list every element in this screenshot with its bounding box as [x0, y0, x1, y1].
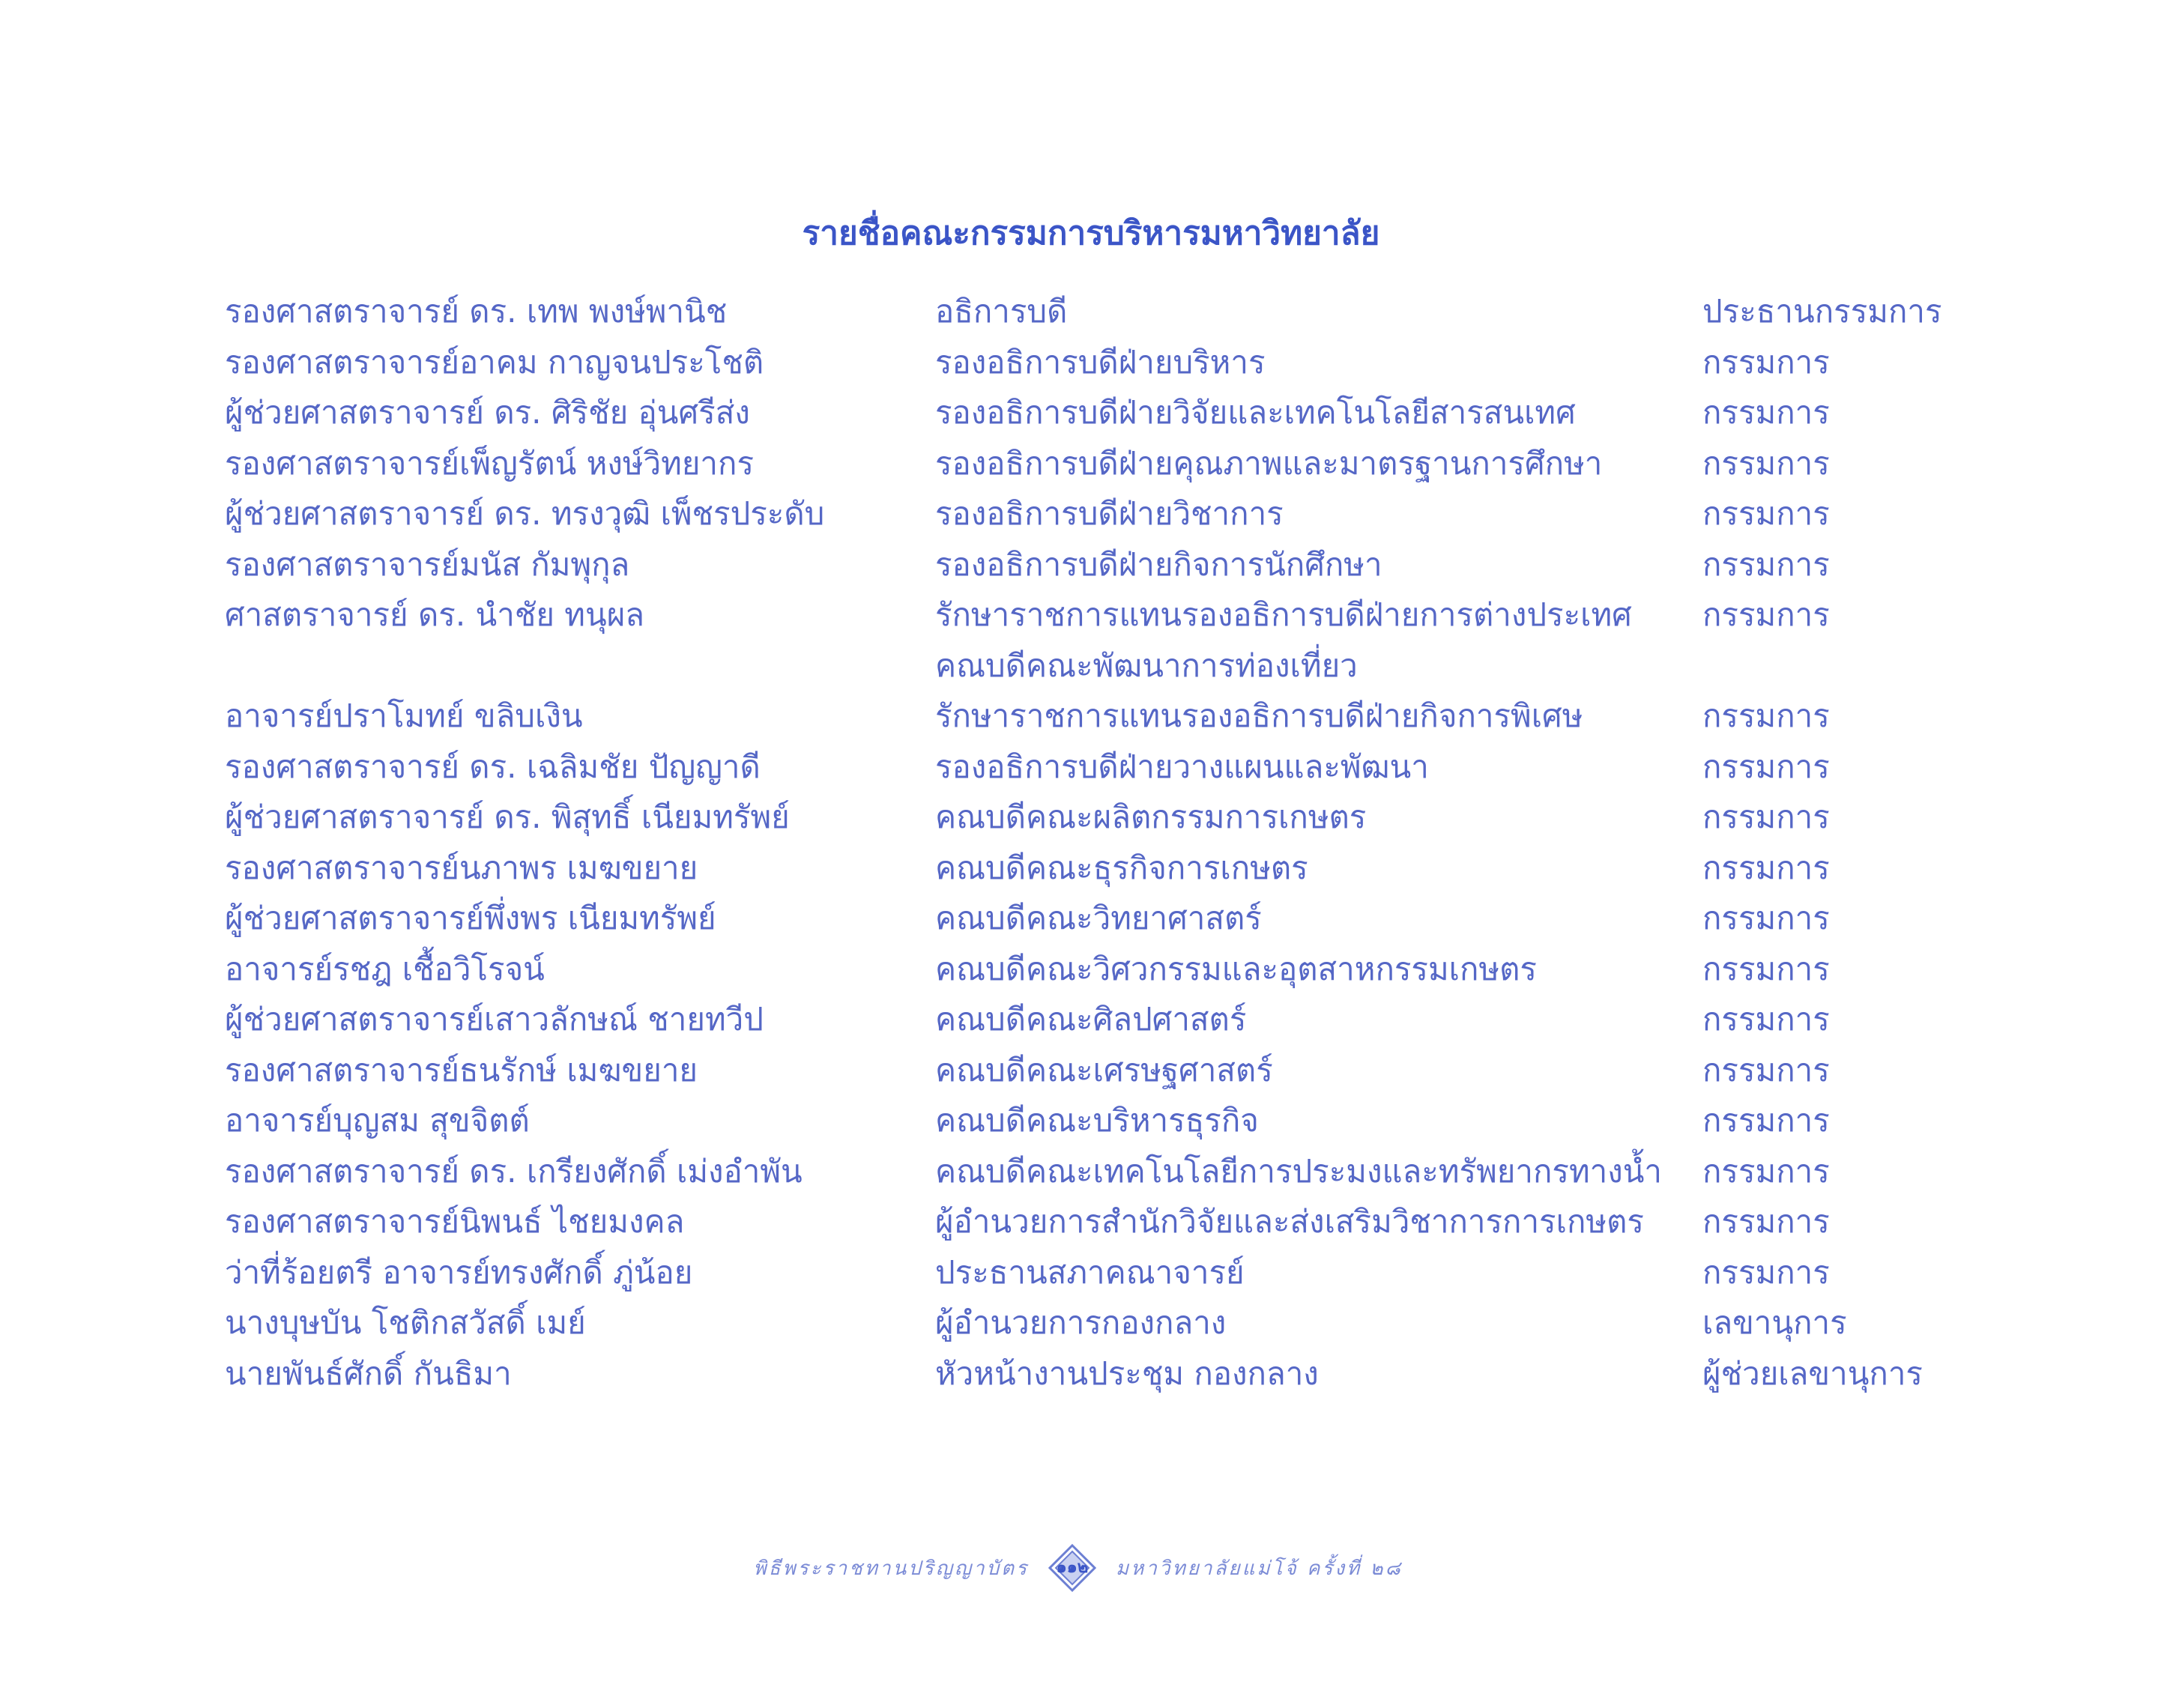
member-name: นางบุษบัน โชติกสวัสดิ์ เมย์ [225, 1304, 586, 1341]
member-position [935, 792, 1702, 843]
member-name: รองศาสตราจารย์ ดร. เกรียงศักดิ์ เม่งอำพัน [225, 1152, 803, 1190]
member-position-line2: คณบดีคณะพัฒนาการท่องเที่ยว [935, 646, 1358, 684]
member-position-line1: รองอธิการบดีฝ่ายบริหาร [935, 343, 1266, 381]
member-role: กรรมการ [1702, 1203, 1830, 1240]
member-name: รองศาสตราจารย์ ดร. เทพ พงษ์พานิช [225, 293, 728, 330]
member-row [225, 539, 2001, 590]
member-role: กรรมการ [1702, 1152, 1830, 1190]
member-position [935, 590, 1702, 691]
member-row [225, 337, 2001, 388]
member-role: กรรมการ [1702, 495, 1830, 532]
member-position [935, 843, 1702, 894]
member-position [935, 1247, 1702, 1298]
member-position-line1: ผู้อำนวยการกองกลาง [935, 1304, 1227, 1341]
member-role: กรรมการ [1702, 748, 1830, 785]
page-number-badge [1048, 1544, 1096, 1592]
member-role: เลขานุการ [1702, 1304, 1847, 1341]
member-name: อาจารย์ปราโมทย์ ขลิบเงิน [225, 697, 583, 734]
member-row [225, 792, 2001, 843]
footer-left-text: พิธีพระราชทานปริญญาบัตร [753, 1557, 1029, 1580]
member-name: อาจารย์รชฎ เชื้อวิโรจน์ [225, 950, 545, 987]
member-name: ผู้ช่วยศาสตราจารย์ ดร. ทรงวุฒิ เพ็ชรประดับ [225, 495, 825, 532]
member-position-line1: คณบดีคณะผลิตกรรมการเกษตร [935, 799, 1367, 835]
member-position-line1: ประธานสภาคณาจารย์ [935, 1253, 1245, 1291]
member-position [935, 337, 1702, 388]
member-name: รองศาสตราจารย์อาคม กาญจนประโชติ [225, 343, 764, 381]
member-position-line1: ผู้อำนวยการสำนักวิจัยและส่งเสริมวิชาการการเกษตร [935, 1203, 1644, 1240]
member-row [225, 438, 2001, 489]
member-row [225, 944, 2001, 995]
member-name: อาจารย์บุญสม สุขจิตต์ [225, 1102, 530, 1139]
member-position [935, 387, 1702, 438]
member-name: รองศาสตราจารย์มนัส กัมพุกุล [225, 545, 630, 583]
member-row [225, 1045, 2001, 1096]
member-position-line1: คณบดีคณะธุรกิจการเกษตร [935, 849, 1308, 886]
member-position [935, 691, 1702, 742]
member-row [225, 488, 2001, 539]
member-position [935, 944, 1702, 995]
member-position-line1: คณบดีคณะบริหารธุรกิจ [935, 1102, 1259, 1139]
footer-right-text: มหาวิทยาลัยแม่โจ้ ครั้งที่ ๒๘ [1116, 1557, 1403, 1580]
member-name: รองศาสตราจารย์ ดร. เฉลิมชัย ปัญญาดี [225, 748, 761, 785]
member-position-line1: รองอธิการบดีฝ่ายคุณภาพและมาตรฐานการศึกษา [935, 444, 1603, 482]
member-position-line1: คณบดีคณะเศรษฐศาสตร์ [935, 1051, 1273, 1088]
member-position [935, 286, 1702, 337]
member-position [935, 893, 1702, 944]
member-role: กรรมการ [1702, 900, 1830, 936]
member-position [935, 1297, 1702, 1348]
member-position [935, 1095, 1702, 1146]
member-role: ประธานกรรมการ [1702, 293, 1942, 330]
member-position-line1: รองอธิการบดีฝ่ายกิจการนักศึกษา [935, 545, 1382, 583]
member-role: กรรมการ [1702, 596, 1830, 633]
member-role: กรรมการ [1702, 545, 1830, 583]
member-name: ผู้ช่วยศาสตราจารย์พึ่งพร เนียมทรัพย์ [225, 900, 716, 936]
page-number: ๑๑๒ [1056, 1558, 1089, 1577]
page-footer [0, 1542, 2182, 1594]
member-position-line1: รองอธิการบดีฝ่ายวางแผนและพัฒนา [935, 748, 1429, 785]
member-role: กรรมการ [1702, 849, 1830, 886]
member-position [935, 488, 1702, 539]
member-position-line1: รองอธิการบดีฝ่ายวิชาการ [935, 495, 1284, 532]
member-position [935, 1196, 1702, 1247]
member-name: รองศาสตราจารย์เพ็ญรัตน์ หงษ์วิทยากร [225, 444, 755, 482]
member-position-line1: รักษาราชการแทนรองอธิการบดีฝ่ายกิจการพิเศษ [935, 697, 1583, 734]
member-role: กรรมการ [1702, 1102, 1830, 1139]
member-row [225, 1095, 2001, 1146]
member-name: รองศาสตราจารย์นิพนธ์ ไชยมงคล [225, 1203, 685, 1240]
member-position [935, 1045, 1702, 1096]
member-row [225, 994, 2001, 1045]
member-position [935, 1348, 1702, 1399]
member-role: ผู้ช่วยเลขานุการ [1702, 1354, 1923, 1392]
member-position-line1: หัวหน้างานประชุม กองกลาง [935, 1354, 1319, 1392]
member-position-line1: รองอธิการบดีฝ่ายวิจัยและเทคโนโลยีสารสนเทศ [935, 394, 1576, 431]
member-name: ว่าที่ร้อยตรี อาจารย์ทรงศักดิ์ ภู่น้อย [225, 1253, 693, 1291]
member-role: กรรมการ [1702, 1001, 1830, 1038]
member-position [935, 742, 1702, 793]
member-role: กรรมการ [1702, 697, 1830, 734]
member-name: ศาสตราจารย์ ดร. นำชัย ทนุผล [225, 596, 645, 633]
member-name: ผู้ช่วยศาสตราจารย์เสาวลักษณ์ ชายทวีป [225, 1001, 764, 1038]
member-row [225, 286, 2001, 337]
member-role: กรรมการ [1702, 1051, 1830, 1088]
member-row [225, 893, 2001, 944]
member-row [225, 691, 2001, 742]
member-row [225, 843, 2001, 894]
member-name: นายพันธ์ศักดิ์ กันธิมา [225, 1354, 512, 1392]
member-row [225, 742, 2001, 793]
member-row [225, 1348, 2001, 1399]
member-position-line1: คณบดีคณะศิลปศาสตร์ [935, 1001, 1247, 1038]
member-role: กรรมการ [1702, 394, 1830, 431]
member-position [935, 438, 1702, 489]
member-role: กรรมการ [1702, 799, 1830, 835]
member-position-line1: อธิการบดี [935, 293, 1068, 330]
member-name: ผู้ช่วยศาสตราจารย์ ดร. ศิริชัย อุ่นศรีส่ง [225, 394, 750, 431]
member-name: ผู้ช่วยศาสตราจารย์ ดร. พิสุทธิ์ เนียมทรัพย์ [225, 799, 790, 835]
member-position-line1: รักษาราชการแทนรองอธิการบดีฝ่ายการต่างประเทศ [935, 596, 1632, 633]
member-role: กรรมการ [1702, 343, 1830, 381]
committee-roster [225, 286, 2001, 1399]
member-role: กรรมการ [1702, 1253, 1830, 1291]
member-name: รองศาสตราจารย์ธนรักษ์ เมฆขยาย [225, 1051, 698, 1088]
member-position [935, 994, 1702, 1045]
member-position-line1: คณบดีคณะวิศวกรรมและอุตสาหกรรมเกษตร [935, 950, 1537, 987]
member-row [225, 1196, 2001, 1247]
member-position-line1: คณบดีคณะเทคโนโลยีการประมงและทรัพยากรทางน้ำ [935, 1152, 1663, 1190]
member-row [225, 590, 2001, 691]
member-role: กรรมการ [1702, 950, 1830, 987]
member-row [225, 387, 2001, 438]
member-row [225, 1247, 2001, 1298]
member-row [225, 1146, 2001, 1197]
member-position [935, 1146, 1702, 1197]
page-title: รายชื่อคณะกรรมการบริหารมหาวิทยาลัย [802, 214, 1380, 252]
member-role: กรรมการ [1702, 444, 1830, 482]
member-position-line1: คณบดีคณะวิทยาศาสตร์ [935, 900, 1262, 936]
member-name: รองศาสตราจารย์นภาพร เมฆขยาย [225, 849, 698, 886]
member-row [225, 1297, 2001, 1348]
member-position [935, 539, 1702, 590]
